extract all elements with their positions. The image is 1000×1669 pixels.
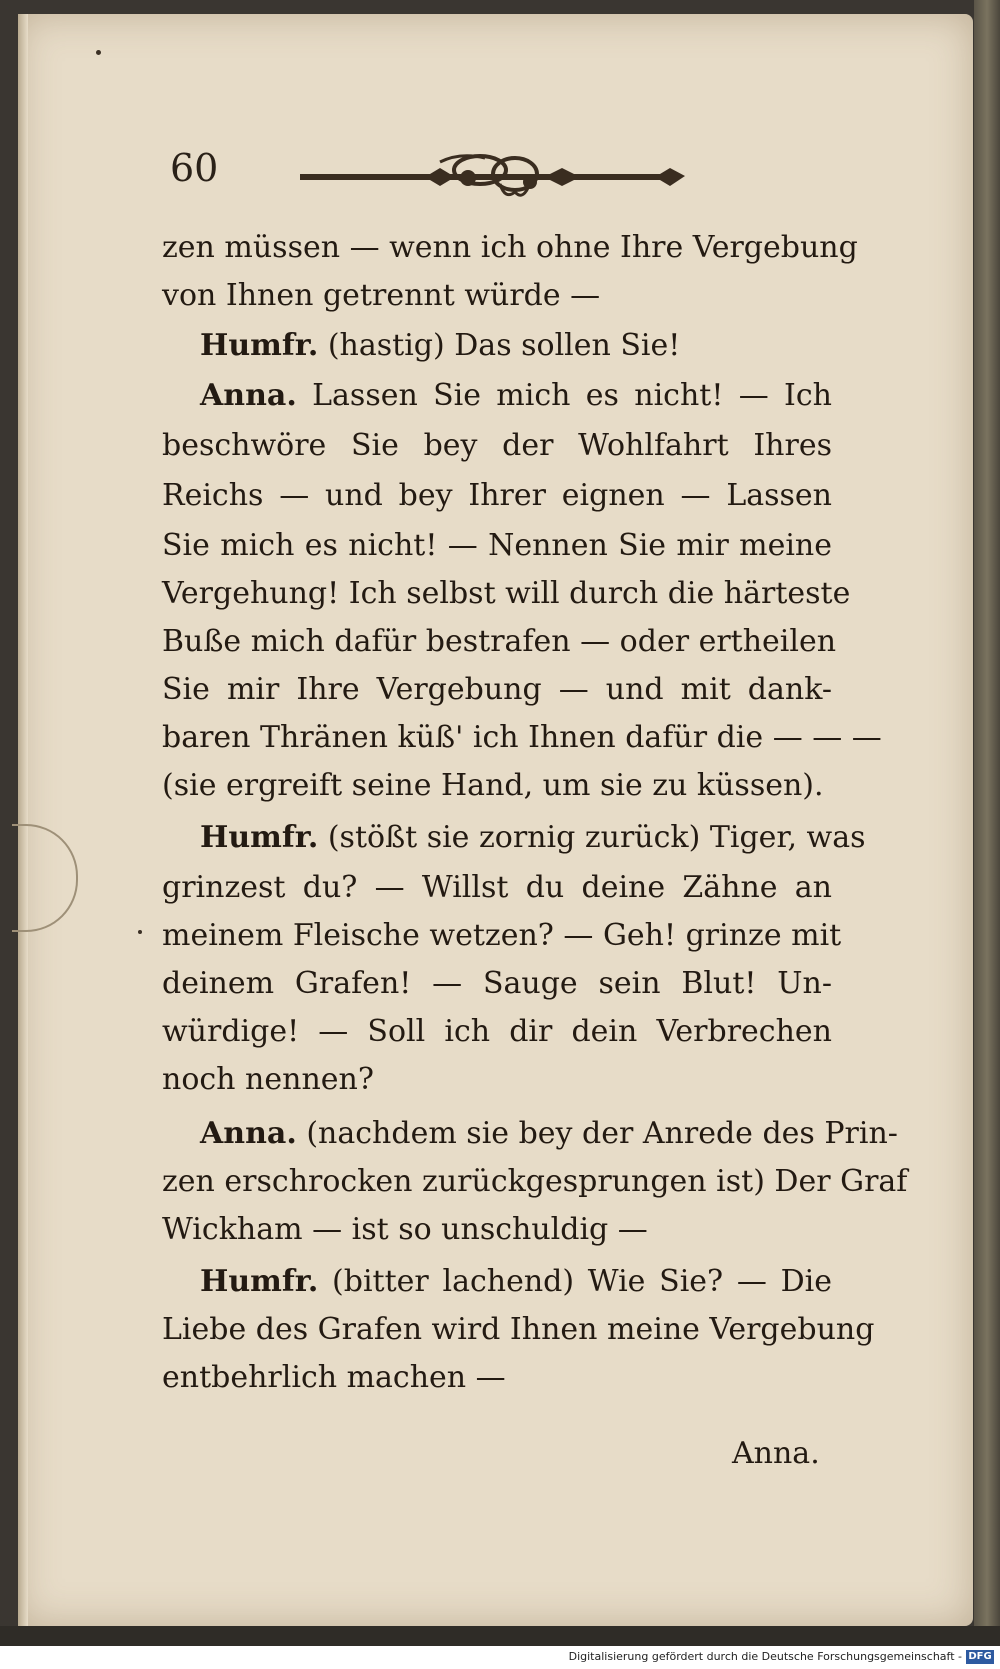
line-text: von Ihnen getrennt würde — xyxy=(162,278,601,313)
speaker-name: Humfr. xyxy=(200,1264,319,1299)
line-text: Wickham — ist so unschuldig — xyxy=(162,1212,648,1247)
text-line xyxy=(200,1112,898,1156)
page-fore-edge xyxy=(18,14,28,1626)
line-text: würdige! — Soll ich dir dein Verbrechen xyxy=(162,1014,832,1049)
line-text: grinzest du? — Willst du deine Zähne an xyxy=(162,870,832,905)
text-line xyxy=(162,1308,875,1352)
text-line xyxy=(162,474,832,518)
book-binding-edge xyxy=(974,0,1000,1640)
line-text: Sie mir Ihre Vergebung — und mit dank- xyxy=(162,672,832,707)
line-text: zen erschrocken zurückgesprungen ist) Der Graf xyxy=(162,1164,908,1199)
speaker-name: Humfr. xyxy=(200,820,319,855)
line-text: zen müssen — wenn ich ohne Ihre Vergebung xyxy=(162,230,858,265)
text-line xyxy=(200,324,832,368)
line-text: baren Thränen küß' ich Ihnen dafür die — — — xyxy=(162,720,882,755)
clasp-mark xyxy=(12,824,78,932)
line-text: Vergehung! Ich selbst will durch die härteste xyxy=(162,576,851,611)
line-text: (hastig) Das sollen Sie! xyxy=(318,328,681,363)
text-line xyxy=(162,668,832,712)
footer-credit: Digitalisierung gefördert durch die Deutsche Forschungsgemeinschaft - xyxy=(568,1650,962,1663)
line-text: noch nennen? xyxy=(162,1062,374,1097)
line-text: Lassen Sie mich es nicht! — Ich xyxy=(296,378,832,413)
text-line xyxy=(162,1356,832,1400)
line-text: (stößt sie zornig zurück) Tiger, was xyxy=(318,820,866,855)
line-text: meinem Fleische wetzen? — Geh! grinze mit xyxy=(162,918,842,953)
speaker-name: Anna. xyxy=(200,378,297,413)
line-text: Reichs — und bey Ihrer eignen — Lassen xyxy=(162,478,832,513)
text-line xyxy=(162,1208,832,1252)
text-line xyxy=(162,1010,832,1054)
text-line xyxy=(200,374,832,418)
ink-speck xyxy=(96,50,101,55)
text-line xyxy=(162,914,842,958)
line-text: entbehrlich machen — xyxy=(162,1360,506,1395)
text-line xyxy=(162,866,832,910)
line-text: beschwöre Sie bey der Wohlfahrt Ihres xyxy=(162,428,832,463)
dfg-logo: DFG xyxy=(966,1650,994,1664)
text-line xyxy=(200,1260,832,1304)
line-text: (nachdem sie bey der Anrede des Prin- xyxy=(296,1116,898,1151)
line-text: Liebe des Grafen wird Ihnen meine Vergebung xyxy=(162,1312,875,1347)
text-line xyxy=(200,816,866,860)
line-text: (sie ergreift seine Hand, um sie zu küssen). xyxy=(162,768,824,803)
speaker-name: Anna. xyxy=(200,1116,297,1151)
page-number: 60 xyxy=(170,146,219,190)
line-text: (bitter lachend) Wie Sie? — Die xyxy=(318,1264,832,1299)
text-line xyxy=(162,1058,832,1102)
text-line xyxy=(162,1160,908,1204)
line-text: deinem Grafen! — Sauge sein Blut! Un- xyxy=(162,966,832,1001)
ornament-icon xyxy=(300,148,690,208)
ink-speck xyxy=(138,930,142,934)
text-line xyxy=(162,764,832,808)
scan-bottom-edge xyxy=(0,1626,1000,1646)
catchword: Anna. xyxy=(732,1436,820,1471)
text-line xyxy=(162,524,832,568)
text-line xyxy=(162,226,858,270)
text-line xyxy=(162,962,832,1006)
text-line xyxy=(162,572,851,616)
line-text: Buße mich dafür bestrafen — oder ertheilen xyxy=(162,624,837,659)
text-line xyxy=(162,716,882,760)
text-line xyxy=(162,424,832,468)
line-text: Sie mich es nicht! — Nennen Sie mir meine xyxy=(162,528,832,563)
text-line xyxy=(162,620,837,664)
text-line xyxy=(162,274,832,318)
speaker-name: Humfr. xyxy=(200,328,319,363)
